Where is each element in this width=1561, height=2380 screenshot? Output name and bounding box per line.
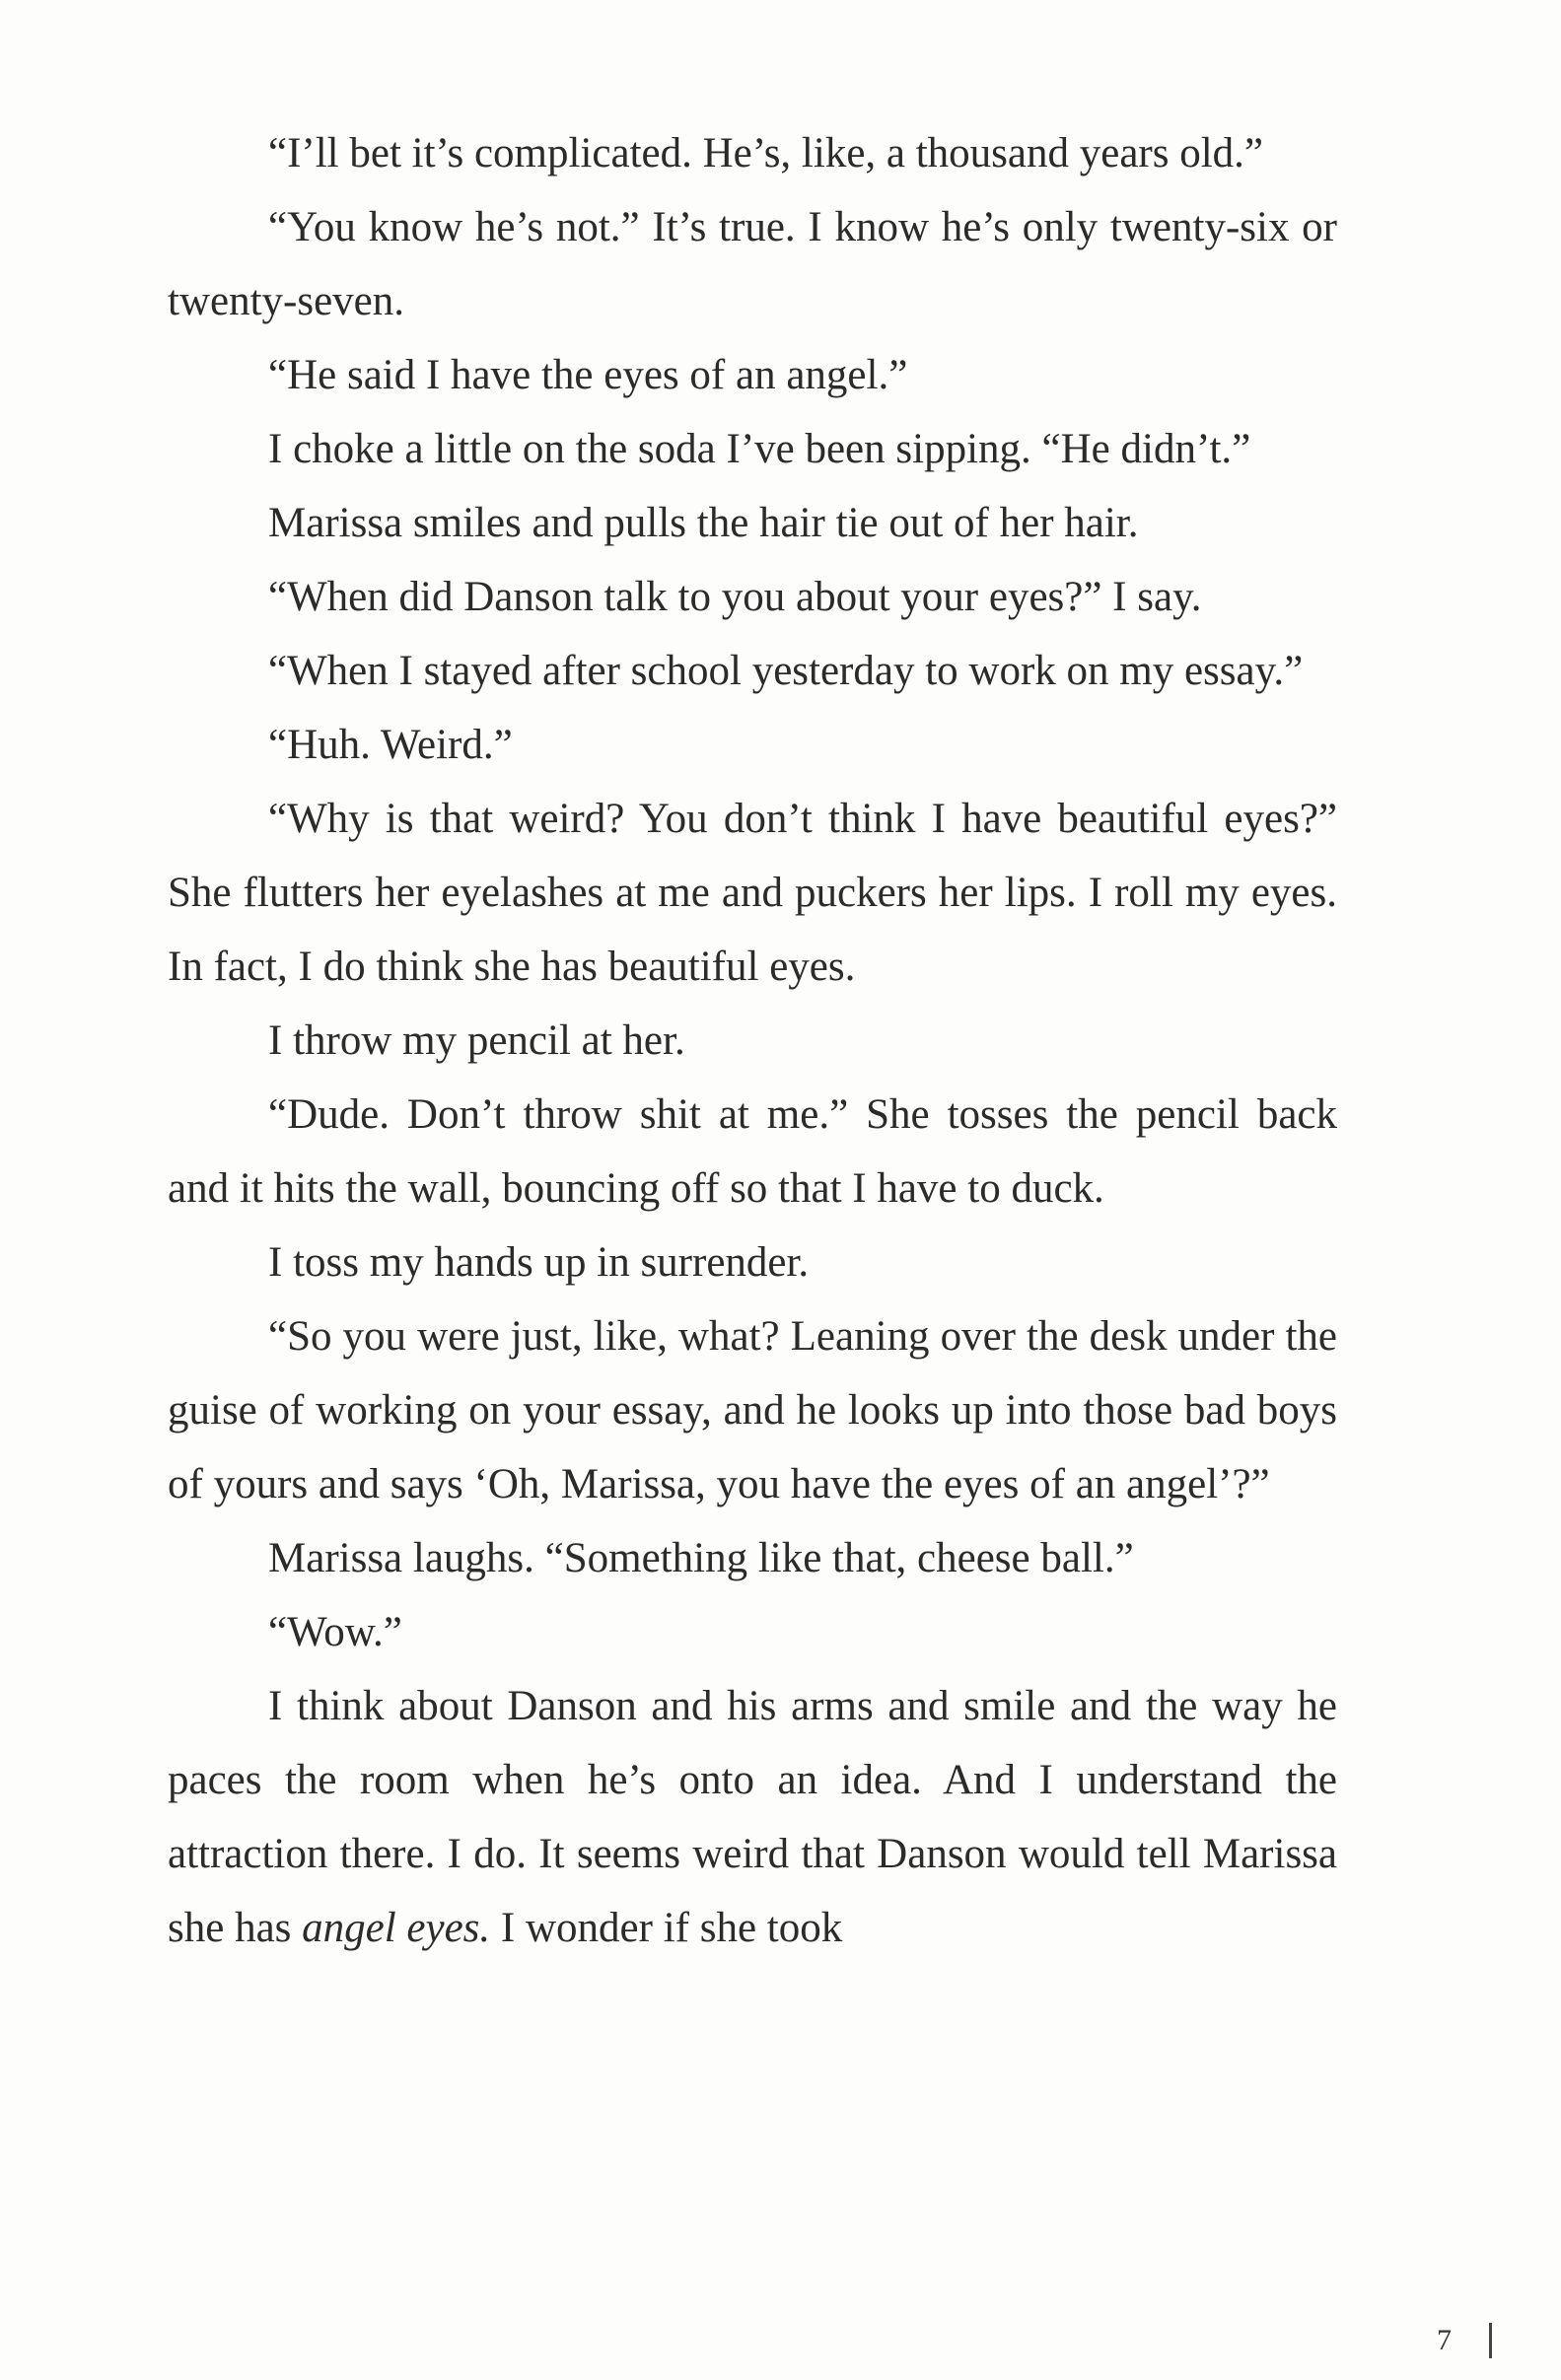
italic-phrase: angel eyes. — [302, 1905, 491, 1951]
paragraph: I throw my pencil at her. — [268, 1017, 685, 1064]
paragraph-text: I wonder if she took — [490, 1905, 843, 1951]
paragraph: “You know he’s not.” It’s true. I know he’s only twenty-six or twenty-seven. — [168, 204, 1337, 324]
paragraph: “So you were just, like, what? Leaning over the desk under the guise of working on your essay, and he looks up into those bad boys of yours and says ‘Oh, Marissa, you have the eyes of an angel’?” — [168, 1313, 1337, 1507]
paragraph: “When did Danson talk to you about your eyes?” I say. — [268, 574, 1202, 620]
paragraph: I choke a little on the soda I’ve been sipping. “He didn’t.” — [268, 426, 1251, 472]
paragraph: “I’ll bet it’s complicated. He’s, like, a thousand years old.” — [268, 130, 1264, 176]
paragraph: “Wow.” — [268, 1609, 402, 1655]
page-number: 7 — [1437, 2324, 1452, 2356]
paragraph: Marissa smiles and pulls the hair tie out of her hair. — [268, 500, 1139, 546]
paragraph: “Huh. Weird.” — [268, 722, 513, 768]
paragraph: “He said I have the eyes of an angel.” — [268, 352, 908, 398]
paragraph: “When I stayed after school yesterday to work on my essay.” — [268, 648, 1304, 694]
page-footer — [1437, 2311, 1492, 2370]
page-edge-rule — [1489, 2323, 1492, 2358]
paragraph-text: I think about Danson and his arms and smile and the way he paces the room when he’s onto an idea. And I understand the attraction there. I do. It seems weird that Danson would tell Marissa she has — [168, 1683, 1337, 1951]
body-text — [168, 116, 1337, 1965]
paragraph: “Why is that weird? You don’t think I have beautiful eyes?” She flutters her eyelashes at me and puckers her lips. I roll my eyes. In fact, I do think she has beautiful eyes. — [168, 796, 1337, 990]
paragraph — [168, 1669, 1337, 1965]
paragraph: I toss my hands up in surrender. — [268, 1239, 810, 1286]
paragraph: “Dude. Don’t throw shit at me.” She tosses the pencil back and it hits the wall, bouncing off so that I have to duck. — [168, 1091, 1337, 1212]
paragraph: Marissa laughs. “Something like that, cheese ball.” — [268, 1535, 1134, 1581]
